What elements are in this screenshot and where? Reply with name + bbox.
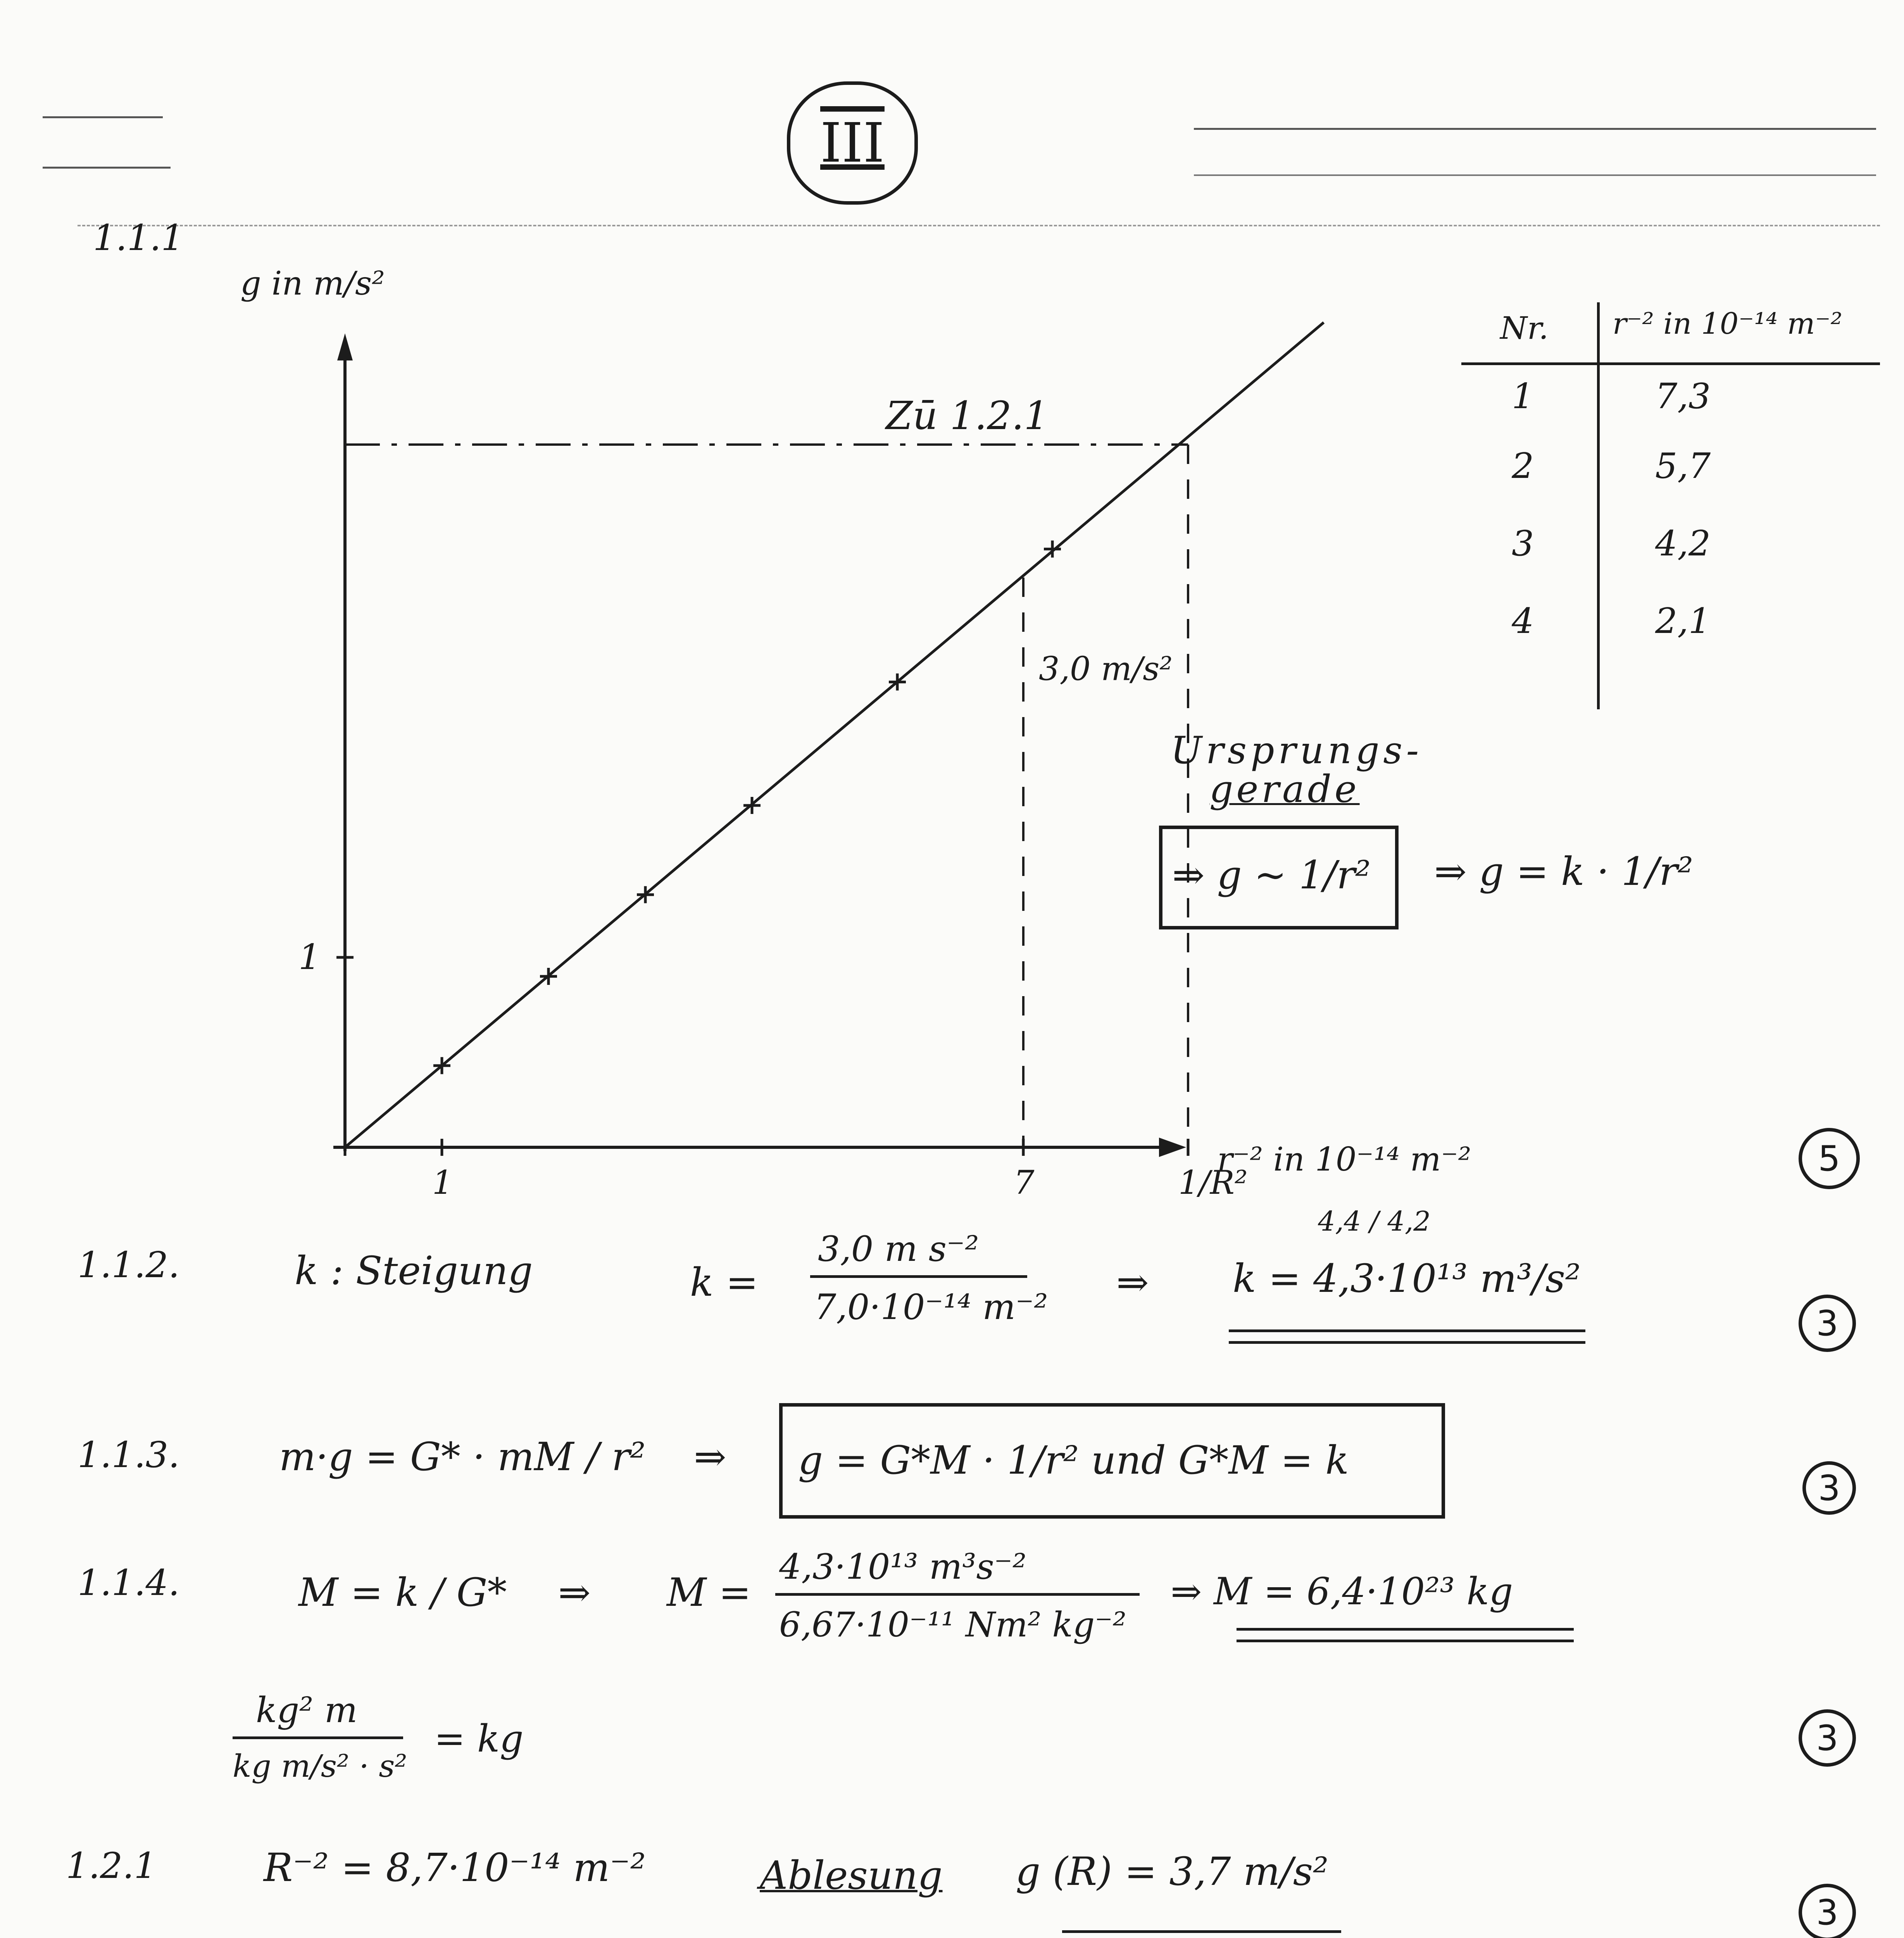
l121-underline-1 <box>1062 1930 1341 1933</box>
unit-num: kg² m <box>256 1690 358 1731</box>
y-axis-label: g in m/s² <box>240 264 385 302</box>
prop-box <box>1159 826 1399 929</box>
l114-underline-1 <box>1237 1628 1574 1631</box>
score-circle-5 <box>1799 1884 1856 1938</box>
l114-den: 6,67·10⁻¹¹ Nm² kg⁻² <box>779 1605 1126 1645</box>
l114-underline-2 <box>1237 1640 1574 1642</box>
ursprung-label-2: gerade <box>1209 767 1360 811</box>
l121-ablesung: Ablesung <box>760 1853 943 1898</box>
x-tick-1-label: 1 <box>432 1164 453 1202</box>
l114-result: ⇒ M = 6,4·10²³ kg <box>1171 1570 1513 1613</box>
x-tick-7-label: 7 <box>1014 1164 1035 1202</box>
l113-eq: m·g = G* · mM / r² <box>279 1434 646 1479</box>
table-header-value: r⁻² in 10⁻¹⁴ m⁻² <box>1613 306 1843 341</box>
score-circle-3 <box>1802 1461 1856 1515</box>
y-axis-arrow <box>337 333 353 360</box>
score-5: 3 <box>1816 1892 1838 1933</box>
result-formula: ⇒ g = k · 1/r² <box>1434 849 1694 894</box>
l112-den: 7,0·10⁻¹⁴ m⁻² <box>814 1287 1048 1328</box>
prop-formula: ⇒ g ~ 1/r² <box>1172 852 1371 898</box>
unit-result: = kg <box>434 1717 524 1760</box>
x-axis-arrow <box>1159 1138 1186 1157</box>
unit-fraction-bar <box>233 1736 403 1739</box>
l112-k-eq: k = <box>690 1260 759 1305</box>
annotation-zu: Zū 1.2.1 <box>886 393 1049 438</box>
l114-num: 4,3·10¹³ m³s⁻² <box>779 1547 1027 1587</box>
l112-num: 3,0 m s⁻² <box>818 1229 979 1269</box>
l112-arrow: ⇒ <box>1116 1260 1149 1305</box>
measurement-table <box>1457 295 1884 721</box>
l112-steigung: k : Steigung <box>295 1248 533 1293</box>
section-1-1-1: 1.1.1 <box>93 217 184 259</box>
sheet-number-text: III <box>820 111 885 175</box>
l112-underline-1 <box>1229 1329 1585 1332</box>
section-1-1-4: 1.1.4. <box>78 1562 180 1604</box>
score-1: 5 <box>1818 1138 1840 1179</box>
table-row-4-nr: 4 <box>1512 601 1534 641</box>
section-1-2-1: 1.2.1 <box>66 1845 157 1886</box>
table-hline <box>1461 362 1880 365</box>
l121-r: R⁻² = 8,7·10⁻¹⁴ m⁻² <box>264 1845 646 1890</box>
marker-label: 3,0 m/s² <box>1039 650 1173 688</box>
l113-arrow: ⇒ <box>694 1434 726 1479</box>
x-tick-R-label: 1/R² <box>1178 1164 1248 1202</box>
table-row-1-nr: 1 <box>1512 376 1534 417</box>
score-4: 3 <box>1816 1717 1838 1759</box>
ursprung-label-1: Ursprungs- <box>1171 729 1423 772</box>
score-2: 3 <box>1816 1303 1838 1344</box>
score-circle-2 <box>1799 1295 1856 1352</box>
section-1-1-3: 1.1.3. <box>78 1434 180 1476</box>
l112-fraction-bar <box>810 1275 1027 1278</box>
l112-underline-2 <box>1229 1341 1585 1344</box>
l113-box-text: g = G*M · 1/r² und G*M = k <box>798 1438 1349 1483</box>
table-vline <box>1597 302 1600 709</box>
l114-eq: M = k / G* <box>298 1570 507 1615</box>
score-circle-1 <box>1799 1128 1860 1189</box>
table-row-4-val: 2,1 <box>1655 601 1711 641</box>
unit-den: kg m/s² · s² <box>233 1748 407 1784</box>
score-circle-4 <box>1799 1709 1856 1767</box>
table-row-2-val: 5,7 <box>1655 446 1711 486</box>
table-row-3-val: 4,2 <box>1655 523 1711 564</box>
l121-g: g (R) = 3,7 m/s² <box>1016 1849 1329 1894</box>
y-tick-1-label: 1 <box>298 937 321 978</box>
table-row-3-nr: 3 <box>1512 523 1534 564</box>
l113-box <box>779 1403 1445 1519</box>
l114-fraction-bar <box>775 1593 1140 1596</box>
l114-arrow: ⇒ <box>558 1570 591 1615</box>
table-row-1-val: 7,3 <box>1655 376 1711 417</box>
table-row-2-nr: 2 <box>1512 446 1534 486</box>
score-3: 3 <box>1818 1467 1840 1509</box>
l112-result: k = 4,3·10¹³ m³/s² <box>1233 1256 1581 1301</box>
table-header-nr: Nr. <box>1500 310 1549 346</box>
l112-note: 4,4 / 4,2 <box>1318 1205 1431 1237</box>
l114-m-eq: M = <box>667 1570 751 1615</box>
section-1-1-2: 1.1.2. <box>78 1244 180 1286</box>
x-axis-label: r⁻² in 10⁻¹⁴ m⁻² <box>1217 1140 1471 1178</box>
